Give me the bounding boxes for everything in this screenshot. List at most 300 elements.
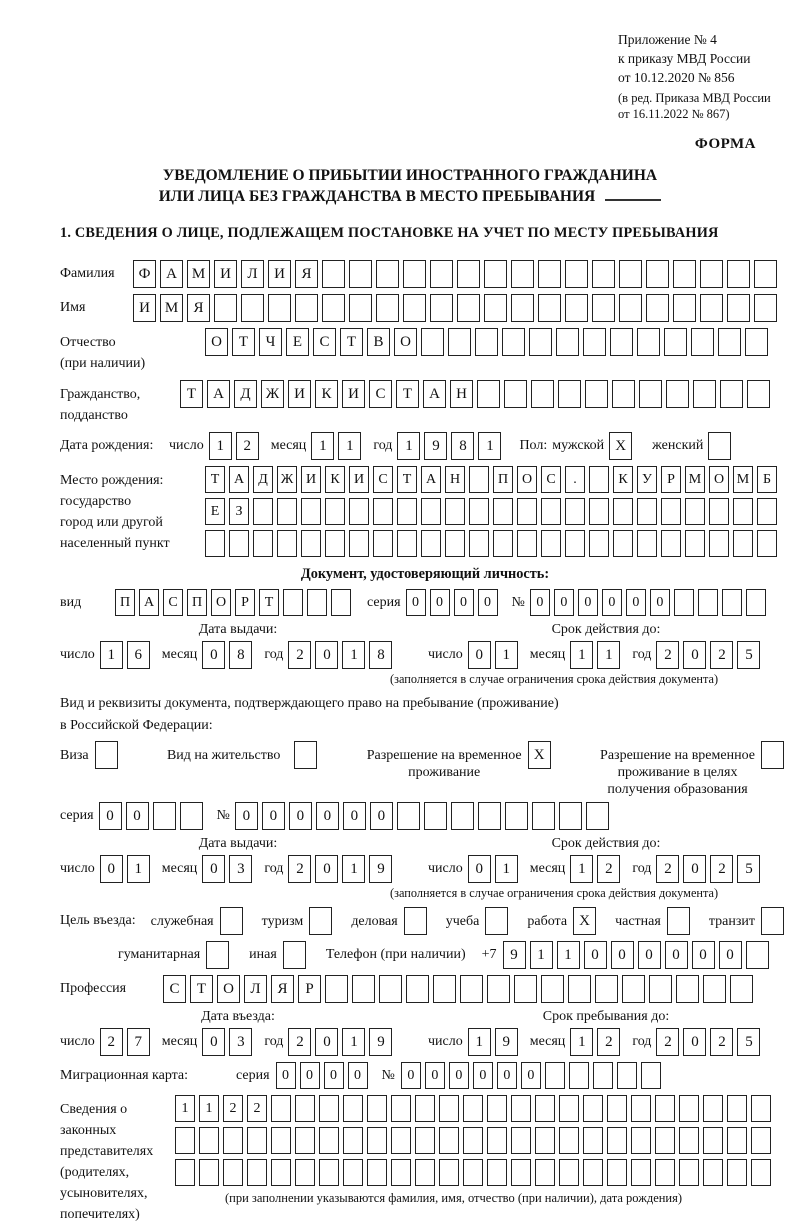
form-cell[interactable]: 0 [602,589,622,616]
form-cell[interactable] [517,498,537,525]
form-cell[interactable]: 2 [288,641,311,669]
form-cell[interactable] [761,907,784,935]
form-cell[interactable] [747,380,770,408]
form-cell[interactable] [415,1127,435,1154]
form-cell[interactable]: Т [232,328,255,356]
form-cell[interactable] [673,294,696,322]
form-cell[interactable] [175,1159,195,1186]
form-cell[interactable] [698,589,718,616]
form-cell[interactable] [666,380,689,408]
form-cell[interactable]: С [163,589,183,616]
form-cell[interactable]: 1 [570,1028,593,1056]
form-cell[interactable] [325,498,345,525]
form-cell[interactable]: 5 [737,1028,760,1056]
form-cell[interactable] [733,498,753,525]
form-cell[interactable] [631,1095,651,1122]
form-cell[interactable] [511,1159,531,1186]
form-cell[interactable] [751,1159,771,1186]
form-cell[interactable] [439,1159,459,1186]
form-cell[interactable] [205,530,225,557]
form-cell[interactable] [379,975,402,1003]
form-cell[interactable] [733,530,753,557]
form-cell[interactable] [631,1159,651,1186]
form-cell[interactable] [541,975,564,1003]
form-cell[interactable] [751,1095,771,1122]
form-cell[interactable] [469,498,489,525]
form-cell[interactable]: 1 [127,855,150,883]
form-cell[interactable] [517,530,537,557]
form-cell[interactable] [673,260,696,288]
form-cell[interactable] [592,294,615,322]
form-cell[interactable]: Ф [133,260,156,288]
form-cell[interactable]: Л [244,975,267,1003]
form-cell[interactable] [460,975,483,1003]
form-cell[interactable] [505,802,528,830]
form-cell[interactable] [343,1095,363,1122]
form-cell[interactable] [545,1062,565,1089]
form-cell[interactable] [646,294,669,322]
form-cell[interactable] [693,380,716,408]
form-cell[interactable]: И [301,466,321,493]
form-cell[interactable]: 2 [597,855,620,883]
form-cell[interactable] [376,294,399,322]
form-cell[interactable] [253,530,273,557]
form-cell[interactable]: И [133,294,156,322]
form-cell[interactable] [703,1127,723,1154]
form-cell[interactable]: 0 [650,589,670,616]
form-cell[interactable] [730,975,753,1003]
form-cell[interactable]: 0 [578,589,598,616]
form-cell[interactable] [277,498,297,525]
form-cell[interactable]: X [573,907,596,935]
form-cell[interactable]: 2 [223,1095,243,1122]
form-cell[interactable] [283,941,306,969]
form-cell[interactable]: 0 [315,1028,338,1056]
form-cell[interactable]: 3 [229,855,252,883]
form-cell[interactable] [661,498,681,525]
form-cell[interactable] [325,530,345,557]
form-cell[interactable] [586,802,609,830]
form-cell[interactable]: В [367,328,390,356]
form-cell[interactable] [565,260,588,288]
form-cell[interactable] [535,1095,555,1122]
form-cell[interactable] [676,975,699,1003]
form-cell[interactable]: 9 [495,1028,518,1056]
form-cell[interactable]: М [685,466,705,493]
form-cell[interactable]: Ж [277,466,297,493]
form-cell[interactable]: 5 [737,855,760,883]
form-cell[interactable] [685,530,705,557]
form-cell[interactable] [700,260,723,288]
form-cell[interactable]: О [217,975,240,1003]
form-cell[interactable]: 0 [692,941,715,969]
form-cell[interactable] [637,498,657,525]
form-cell[interactable] [309,907,332,935]
form-cell[interactable]: Т [259,589,279,616]
form-cell[interactable]: Р [298,975,321,1003]
form-cell[interactable]: 0 [316,802,339,830]
form-cell[interactable]: 9 [369,855,392,883]
form-cell[interactable]: 0 [478,589,498,616]
form-cell[interactable] [655,1127,675,1154]
form-cell[interactable]: 0 [202,855,225,883]
form-cell[interactable]: Е [205,498,225,525]
form-cell[interactable]: 0 [262,802,285,830]
form-cell[interactable]: С [373,466,393,493]
form-cell[interactable]: 1 [495,641,518,669]
form-cell[interactable] [343,1159,363,1186]
form-cell[interactable] [619,294,642,322]
form-cell[interactable] [403,260,426,288]
form-cell[interactable]: 1 [570,855,593,883]
form-cell[interactable]: М [160,294,183,322]
form-cell[interactable]: 8 [451,432,474,460]
form-cell[interactable] [349,530,369,557]
form-cell[interactable]: 0 [584,941,607,969]
form-cell[interactable] [538,260,561,288]
form-cell[interactable] [95,741,118,769]
form-cell[interactable] [376,260,399,288]
form-cell[interactable]: 0 [683,855,706,883]
form-cell[interactable]: О [709,466,729,493]
form-cell[interactable]: И [342,380,365,408]
form-cell[interactable]: Е [286,328,309,356]
form-cell[interactable]: Т [396,380,419,408]
form-cell[interactable] [727,1159,747,1186]
form-cell[interactable] [295,294,318,322]
form-cell[interactable]: 0 [315,855,338,883]
form-cell[interactable] [283,589,303,616]
form-cell[interactable] [664,328,687,356]
form-cell[interactable] [463,1159,483,1186]
form-cell[interactable]: Л [241,260,264,288]
form-cell[interactable] [559,1159,579,1186]
form-cell[interactable] [241,294,264,322]
form-cell[interactable]: 0 [521,1062,541,1089]
form-cell[interactable] [610,328,633,356]
form-cell[interactable] [487,1159,507,1186]
form-cell[interactable] [727,260,750,288]
form-cell[interactable]: Я [295,260,318,288]
form-cell[interactable] [646,260,669,288]
form-cell[interactable] [583,1095,603,1122]
form-cell[interactable]: Я [187,294,210,322]
form-cell[interactable] [709,530,729,557]
form-cell[interactable] [679,1127,699,1154]
form-cell[interactable] [617,1062,637,1089]
form-cell[interactable] [703,1159,723,1186]
form-cell[interactable]: К [325,466,345,493]
form-cell[interactable]: 1 [342,855,365,883]
form-cell[interactable] [271,1159,291,1186]
form-cell[interactable] [583,1159,603,1186]
form-cell[interactable]: Р [661,466,681,493]
form-cell[interactable] [349,498,369,525]
form-cell[interactable] [592,260,615,288]
form-cell[interactable] [469,466,489,493]
form-cell[interactable]: 1 [342,641,365,669]
form-cell[interactable] [504,380,527,408]
form-cell[interactable] [463,1095,483,1122]
form-cell[interactable]: 2 [710,641,733,669]
form-cell[interactable] [559,1095,579,1122]
form-cell[interactable] [301,530,321,557]
form-cell[interactable]: 1 [495,855,518,883]
form-cell[interactable]: 1 [342,1028,365,1056]
form-cell[interactable] [295,1095,315,1122]
form-cell[interactable]: 0 [202,1028,225,1056]
form-cell[interactable]: Т [205,466,225,493]
form-cell[interactable] [589,466,609,493]
form-cell[interactable] [229,530,249,557]
form-cell[interactable]: 0 [401,1062,421,1089]
form-cell[interactable] [352,975,375,1003]
form-cell[interactable] [319,1095,339,1122]
form-cell[interactable]: Б [757,466,777,493]
form-cell[interactable]: 1 [570,641,593,669]
form-cell[interactable]: 1 [397,432,420,460]
form-cell[interactable] [451,802,474,830]
form-cell[interactable]: 0 [425,1062,445,1089]
form-cell[interactable] [532,802,555,830]
form-cell[interactable]: 0 [406,589,426,616]
form-cell[interactable]: 0 [100,855,123,883]
form-cell[interactable] [679,1159,699,1186]
form-cell[interactable] [475,328,498,356]
form-cell[interactable] [484,260,507,288]
form-cell[interactable] [421,328,444,356]
form-cell[interactable]: И [288,380,311,408]
form-cell[interactable] [589,530,609,557]
form-cell[interactable]: 0 [449,1062,469,1089]
form-cell[interactable] [349,294,372,322]
form-cell[interactable] [538,294,561,322]
form-cell[interactable] [331,589,351,616]
form-cell[interactable] [397,530,417,557]
form-cell[interactable]: 0 [638,941,661,969]
form-cell[interactable]: А [207,380,230,408]
form-cell[interactable] [439,1095,459,1122]
form-cell[interactable] [655,1159,675,1186]
form-cell[interactable]: Ч [259,328,282,356]
form-cell[interactable] [703,975,726,1003]
form-cell[interactable]: 1 [557,941,580,969]
form-cell[interactable]: 2 [288,855,311,883]
form-cell[interactable] [430,294,453,322]
form-cell[interactable] [541,498,561,525]
form-cell[interactable] [511,294,534,322]
form-cell[interactable]: X [528,741,551,769]
form-cell[interactable]: 2 [597,1028,620,1056]
form-cell[interactable] [637,328,660,356]
form-cell[interactable]: 1 [175,1095,195,1122]
form-cell[interactable] [294,741,317,769]
form-cell[interactable] [667,907,690,935]
form-cell[interactable] [424,802,447,830]
form-cell[interactable] [565,530,585,557]
form-cell[interactable] [607,1159,627,1186]
form-cell[interactable] [307,589,327,616]
form-cell[interactable] [445,498,465,525]
form-cell[interactable] [641,1062,661,1089]
form-cell[interactable] [463,1127,483,1154]
form-cell[interactable] [619,260,642,288]
form-cell[interactable] [214,294,237,322]
form-cell[interactable] [295,1127,315,1154]
form-cell[interactable]: 6 [127,641,150,669]
form-cell[interactable] [718,328,741,356]
form-cell[interactable]: 0 [324,1062,344,1089]
form-cell[interactable] [593,1062,613,1089]
form-cell[interactable] [708,432,731,460]
form-cell[interactable]: С [541,466,561,493]
form-cell[interactable]: А [229,466,249,493]
form-cell[interactable] [535,1127,555,1154]
form-cell[interactable] [722,589,742,616]
form-cell[interactable] [199,1127,219,1154]
form-cell[interactable]: Т [397,466,417,493]
form-cell[interactable]: З [229,498,249,525]
form-cell[interactable] [301,498,321,525]
form-cell[interactable] [655,1095,675,1122]
form-cell[interactable]: Н [445,466,465,493]
form-cell[interactable] [343,1127,363,1154]
form-cell[interactable] [757,530,777,557]
form-cell[interactable] [367,1095,387,1122]
form-cell[interactable] [558,380,581,408]
form-cell[interactable]: 8 [369,641,392,669]
form-cell[interactable] [622,975,645,1003]
form-cell[interactable]: О [394,328,417,356]
form-cell[interactable] [253,498,273,525]
form-cell[interactable]: О [211,589,231,616]
form-cell[interactable]: 0 [300,1062,320,1089]
form-cell[interactable] [439,1127,459,1154]
form-cell[interactable] [511,1095,531,1122]
form-cell[interactable] [583,1127,603,1154]
form-cell[interactable]: 3 [229,1028,252,1056]
form-cell[interactable] [511,1127,531,1154]
form-cell[interactable]: 7 [127,1028,150,1056]
form-cell[interactable] [487,1127,507,1154]
form-cell[interactable]: Я [271,975,294,1003]
form-cell[interactable]: 0 [454,589,474,616]
form-cell[interactable] [319,1159,339,1186]
form-cell[interactable] [349,260,372,288]
form-cell[interactable] [469,530,489,557]
form-cell[interactable] [700,294,723,322]
form-cell[interactable] [391,1159,411,1186]
form-cell[interactable] [754,294,777,322]
form-cell[interactable]: 2 [656,1028,679,1056]
form-cell[interactable] [535,1159,555,1186]
form-cell[interactable] [421,498,441,525]
form-cell[interactable] [247,1159,267,1186]
form-cell[interactable]: 0 [202,641,225,669]
form-cell[interactable] [568,975,591,1003]
form-cell[interactable]: 1 [468,1028,491,1056]
form-cell[interactable]: 0 [554,589,574,616]
form-cell[interactable]: 2 [710,855,733,883]
form-cell[interactable]: Т [180,380,203,408]
form-cell[interactable] [637,530,657,557]
form-cell[interactable]: 2 [247,1095,267,1122]
form-cell[interactable]: 0 [473,1062,493,1089]
form-cell[interactable]: П [187,589,207,616]
form-cell[interactable] [322,294,345,322]
form-cell[interactable] [415,1095,435,1122]
form-cell[interactable]: 2 [288,1028,311,1056]
form-cell[interactable] [268,294,291,322]
form-cell[interactable]: 0 [235,802,258,830]
form-cell[interactable] [206,941,229,969]
form-cell[interactable] [661,530,681,557]
form-cell[interactable]: А [139,589,159,616]
form-cell[interactable] [180,802,203,830]
form-cell[interactable]: . [565,466,585,493]
form-cell[interactable]: 9 [369,1028,392,1056]
form-cell[interactable]: А [160,260,183,288]
form-cell[interactable] [531,380,554,408]
form-cell[interactable] [559,1127,579,1154]
form-cell[interactable] [556,328,579,356]
form-cell[interactable] [271,1095,291,1122]
form-cell[interactable]: А [423,380,446,408]
form-cell[interactable] [477,380,500,408]
form-cell[interactable]: 0 [468,641,491,669]
form-cell[interactable]: С [369,380,392,408]
form-cell[interactable] [367,1127,387,1154]
form-cell[interactable] [478,802,501,830]
form-cell[interactable] [391,1127,411,1154]
form-cell[interactable] [502,328,525,356]
form-cell[interactable] [754,260,777,288]
form-cell[interactable]: М [187,260,210,288]
form-cell[interactable]: У [637,466,657,493]
form-cell[interactable] [761,741,784,769]
form-cell[interactable] [720,380,743,408]
form-cell[interactable] [373,498,393,525]
form-cell[interactable] [391,1095,411,1122]
form-cell[interactable] [457,260,480,288]
form-cell[interactable]: 0 [430,589,450,616]
form-cell[interactable]: 1 [597,641,620,669]
form-cell[interactable] [583,328,606,356]
form-cell[interactable]: 0 [468,855,491,883]
form-cell[interactable] [421,530,441,557]
form-cell[interactable]: Т [190,975,213,1003]
form-cell[interactable] [639,380,662,408]
form-cell[interactable]: И [268,260,291,288]
form-cell[interactable] [559,802,582,830]
form-cell[interactable]: Ж [261,380,284,408]
form-cell[interactable] [430,260,453,288]
form-cell[interactable]: А [421,466,441,493]
form-cell[interactable] [277,530,297,557]
form-cell[interactable]: Д [234,380,257,408]
form-cell[interactable] [295,1159,315,1186]
form-cell[interactable]: С [313,328,336,356]
form-cell[interactable]: 2 [236,432,259,460]
form-cell[interactable] [751,1127,771,1154]
form-cell[interactable]: 9 [503,941,526,969]
form-cell[interactable]: И [349,466,369,493]
form-cell[interactable] [569,1062,589,1089]
form-cell[interactable] [607,1127,627,1154]
form-cell[interactable] [487,1095,507,1122]
form-cell[interactable] [703,1095,723,1122]
form-cell[interactable] [199,1159,219,1186]
